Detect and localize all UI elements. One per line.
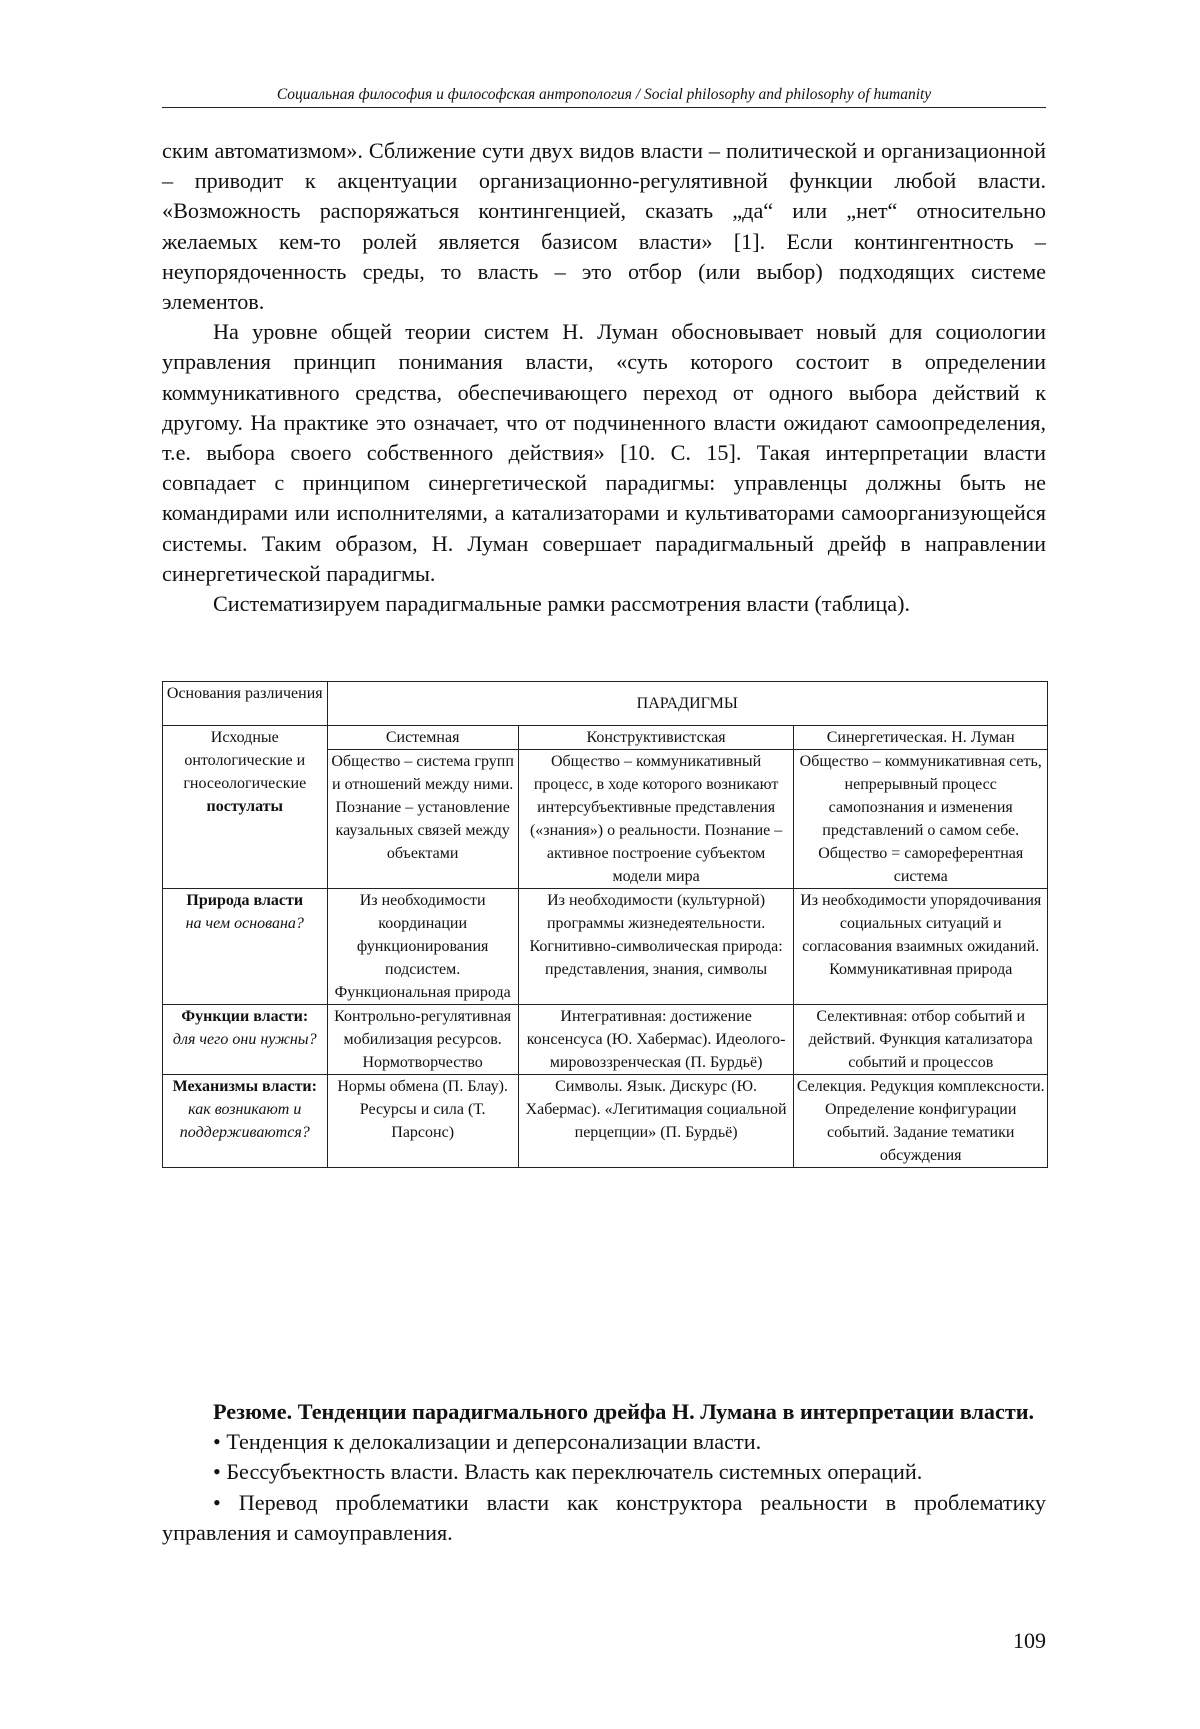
mechanisms-constructivist-cell: Символы. Язык. Дискурс (Ю. Хабермас). «Легитимация социальной перцепции» (П. Бурдьё) (518, 1075, 794, 1168)
mechanisms-label-bold: Механизмы власти: (172, 1078, 317, 1095)
mechanisms-label-italic: как возникают и поддерживаются? (179, 1101, 310, 1141)
body-paragraph-3: Систематизируем парадигмальные рамки рассмотрения власти (таблица). (213, 591, 911, 617)
table-row (163, 726, 1048, 750)
paradigms-table (162, 681, 1048, 1168)
functions-label-italic: для чего они нужны? (172, 1031, 317, 1048)
nature-systemic-cell: Из необходимости координации функционирования подсистем. Функциональная природа (327, 889, 518, 1005)
table-header-row (163, 682, 1048, 726)
nature-label-bold: Природа власти (186, 892, 304, 909)
summary-bullet: • Бессубъектность власти. Власть как переключатель системных операций. (213, 1459, 923, 1485)
functions-constructivist-cell: Интегративная: достижение консенсуса (Ю. Хабермас). Идеолого-мировоззренческая (П. Бурдьё) (518, 1005, 794, 1075)
corner-header-cell: Основания различения (163, 682, 328, 726)
paradigms-table-wrapper (162, 681, 1048, 1168)
table-row (163, 1075, 1048, 1168)
nature-label-italic: на чем основана? (185, 915, 304, 932)
nature-label-cell (163, 889, 328, 1005)
col-header-systemic: Системная (327, 726, 518, 750)
mechanisms-label-cell (163, 1075, 328, 1168)
summary-title: Резюме. Тенденции парадигмального дрейфа Н. Лумана в интерпретации власти. (213, 1399, 1035, 1424)
postulates-systemic-cell: Общество – система групп и отношений между ними. Познание – установление каузальных связей между объектами (327, 750, 518, 889)
body-paragraph-1: ским автоматизмом». Сближение сути двух видов власти – политической и организационной – приводит к акцентуации организационно-регулятивной функции любой власти. «Возможность распоряжаться контингенцией, сказать „да“ или „нет“ относительно желаемых кем-то ролей является базисом власти» [1]. Если контингентность – неупорядоченность среды, то власть – это отбор (или выбор) подходящих системе элементов. (162, 138, 1046, 315)
page-number: 109 (1013, 1628, 1046, 1653)
running-header: Социальная философия и философская антропология / Social philosophy and philosophy of humanity (162, 86, 1046, 108)
postulates-label-cell (163, 726, 328, 889)
body-paragraph-2: На уровне общей теории систем Н. Луман обосновывает новый для социологии управления принцип понимания власти, «суть которого состоит в определении коммуникативного средства, обеспечивающего переход от одного выбора действий к другому. На практике это означает, что от подчиненного власти ожидают самоопределения, т.е. выбора своего собственного действия» [10. С. 15]. Такая интерпретации власти совпадает с принципом синергетической парадигмы: управленцы должны быть не командирами или исполнителями, а катализаторами и культиваторами самоорганизующейся системы. Таким образом, Н. Луман совершает парадигмальный дрейф в направлении синергетической парадигмы. (162, 319, 1046, 586)
summary-bullet: • Тенденция к делокализации и деперсонализации власти. (213, 1429, 762, 1455)
mechanisms-systemic-cell: Нормы обмена (П. Блау). Ресурсы и сила (Т. Парсонс) (327, 1075, 518, 1168)
table-row (163, 1005, 1048, 1075)
table-row (163, 889, 1048, 1005)
functions-label-bold: Функции власти: (181, 1008, 309, 1025)
postulates-synergetic-cell: Общество – коммуникативная сеть, непрерывный процесс самопознания и изменения представлений о самом себе. Общество = самореферентная система (794, 750, 1048, 889)
summary-section (162, 1397, 1046, 1548)
mechanisms-synergetic-cell: Селекция. Редукция комплексности. Определение конфигурации событий. Задание тематики обсуждения (794, 1075, 1048, 1168)
col-header-constructivist: Конструктивистская (518, 726, 794, 750)
summary-bullet: • Перевод проблематики власти как конструктора реальности в проблематику управления и самоуправления. (162, 1489, 1046, 1545)
article-body (162, 136, 1046, 619)
postulates-constructivist-cell: Общество – коммуникативный процесс, в ходе которого возникают интерсубъективные представления («знания») о реальности. Познание – активное построение субъектом модели мира (518, 750, 794, 889)
col-header-synergetic: Синергетическая. Н. Луман (794, 726, 1048, 750)
paradigms-header-cell: ПАРАДИГМЫ (327, 682, 1047, 726)
functions-label-cell (163, 1005, 328, 1075)
functions-synergetic-cell: Селективная: отбор событий и действий. Функция катализатора событий и процессов (794, 1005, 1048, 1075)
functions-systemic-cell: Контрольно-регулятивная мобилизация ресурсов. Нормотворчество (327, 1005, 518, 1075)
nature-synergetic-cell: Из необходимости упорядочивания социальных ситуаций и согласования взаимных ожиданий. Коммуникативная природа (794, 889, 1048, 1005)
postulates-label-text: Исходные онтологические и гносеологические (183, 729, 307, 792)
postulates-label-bold: постулаты (206, 798, 283, 815)
nature-constructivist-cell: Из необходимости (культурной) программы жизнедеятельности. Когнитивно-символическая природа: представления, знания, символы (518, 889, 794, 1005)
